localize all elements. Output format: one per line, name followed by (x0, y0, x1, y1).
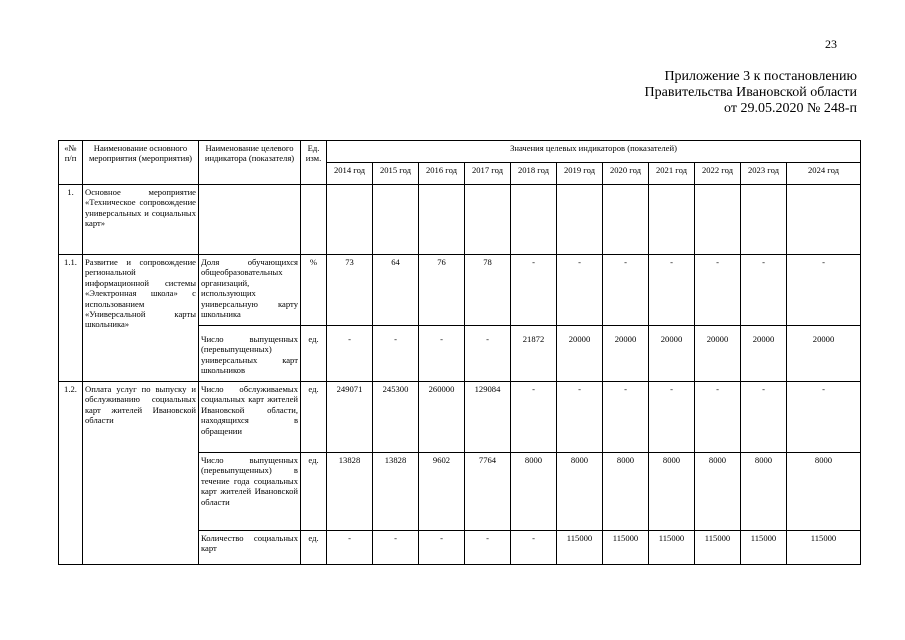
header-indicator: Наименование целевого индикатора (показателя) (199, 141, 301, 185)
empty-cell (695, 185, 741, 255)
header-event: Наименование основного мероприятия (мероприятия) (83, 141, 199, 185)
value-cell: 249071 (327, 382, 373, 453)
value-cell: 20000 (741, 326, 787, 382)
empty-cell (373, 185, 419, 255)
empty-cell (199, 185, 301, 255)
value-cell: - (327, 531, 373, 565)
header-year: 2024 год (787, 163, 861, 185)
row-number: 1. (59, 185, 83, 255)
appendix-heading (645, 69, 857, 117)
header-year: 2014 год (327, 163, 373, 185)
unit-cell: ед. (301, 531, 327, 565)
indicator-name: Число выпущенных (перевыпущенных) универсальных карт школьников (199, 326, 301, 382)
value-cell: 20000 (603, 326, 649, 382)
empty-cell (327, 185, 373, 255)
value-cell: 8000 (603, 453, 649, 531)
value-cell: 21872 (511, 326, 557, 382)
header-year: 2019 год (557, 163, 603, 185)
event-name: Развитие и сопровождение региональной информационной системы «Электронная школа» с использованием «Универсальной карты школьника» (83, 255, 199, 382)
value-cell: 13828 (373, 453, 419, 531)
value-cell: - (419, 531, 465, 565)
value-cell: 115000 (603, 531, 649, 565)
empty-cell (649, 185, 695, 255)
value-cell: - (649, 255, 695, 326)
value-cell: 7764 (465, 453, 511, 531)
header-year: 2022 год (695, 163, 741, 185)
header-year: 2015 год (373, 163, 419, 185)
header-unit: Ед. изм. (301, 141, 327, 185)
empty-cell (511, 185, 557, 255)
empty-cell (787, 185, 861, 255)
unit-cell: ед. (301, 326, 327, 382)
value-cell: - (373, 326, 419, 382)
value-cell: 76 (419, 255, 465, 326)
value-cell: - (419, 326, 465, 382)
value-cell: - (511, 382, 557, 453)
appendix-line-3: от 29.05.2020 № 248-п (724, 101, 857, 116)
value-cell: - (511, 531, 557, 565)
indicator-name: Количество социальных карт (199, 531, 301, 565)
page-number: 23 (825, 37, 837, 51)
header-year: 2021 год (649, 163, 695, 185)
row-number: 1.1. (59, 255, 83, 382)
value-cell: 20000 (649, 326, 695, 382)
value-cell: 20000 (787, 326, 861, 382)
indicator-name: Число выпущенных (перевыпущенных) в течение года социальных карт жителей Ивановской области (199, 453, 301, 531)
value-cell: - (787, 255, 861, 326)
value-cell: - (787, 382, 861, 453)
header-values: Значения целевых индикаторов (показателей) (327, 141, 861, 163)
value-cell: - (741, 255, 787, 326)
value-cell: 115000 (787, 531, 861, 565)
value-cell: - (649, 382, 695, 453)
header-year: 2023 год (741, 163, 787, 185)
value-cell: 20000 (557, 326, 603, 382)
value-cell: - (465, 531, 511, 565)
header-num: «№ п/п (59, 141, 83, 185)
unit-cell: ед. (301, 453, 327, 531)
empty-cell (419, 185, 465, 255)
appendix-line-2: Правительства Ивановской области (644, 85, 857, 100)
header-year: 2020 год (603, 163, 649, 185)
event-name: Оплата услуг по выпуску и обслуживанию социальных карт жителей Ивановской области (83, 382, 199, 565)
value-cell: 115000 (557, 531, 603, 565)
row-number: 1.2. (59, 382, 83, 565)
value-cell: 64 (373, 255, 419, 326)
value-cell: 73 (327, 255, 373, 326)
value-cell: 20000 (695, 326, 741, 382)
value-cell: 115000 (741, 531, 787, 565)
value-cell: 115000 (695, 531, 741, 565)
value-cell: - (465, 326, 511, 382)
value-cell: 78 (465, 255, 511, 326)
value-cell: 8000 (649, 453, 695, 531)
unit-cell: % (301, 255, 327, 326)
empty-cell (741, 185, 787, 255)
appendix-line-1: Приложение 3 к постановлению (664, 69, 857, 84)
value-cell: - (603, 255, 649, 326)
value-cell: - (695, 255, 741, 326)
empty-cell (603, 185, 649, 255)
value-cell: 245300 (373, 382, 419, 453)
value-cell: 8000 (787, 453, 861, 531)
header-year: 2016 год (419, 163, 465, 185)
event-name: Основное мероприятие «Техническое сопровождение универсальных и социальных карт» (83, 185, 199, 255)
value-cell: - (741, 382, 787, 453)
value-cell: 260000 (419, 382, 465, 453)
value-cell: - (327, 326, 373, 382)
header-year: 2017 год (465, 163, 511, 185)
value-cell: 8000 (511, 453, 557, 531)
value-cell: 13828 (327, 453, 373, 531)
value-cell: 115000 (649, 531, 695, 565)
unit-cell: ед. (301, 382, 327, 453)
empty-cell (301, 185, 327, 255)
indicator-name: Число обслуживаемых социальных карт жителей Ивановской области, находящихся в обращении (199, 382, 301, 453)
value-cell: 8000 (695, 453, 741, 531)
value-cell: 8000 (741, 453, 787, 531)
table-row (59, 255, 861, 326)
value-cell: - (511, 255, 557, 326)
value-cell: 9602 (419, 453, 465, 531)
header-year: 2018 год (511, 163, 557, 185)
value-cell: - (557, 255, 603, 326)
indicator-name: Доля обучающихся общеобразовательных организаций, использующих универсальную карту школьника (199, 255, 301, 326)
header-row-1 (59, 141, 861, 163)
value-cell: 8000 (557, 453, 603, 531)
value-cell: - (603, 382, 649, 453)
value-cell: - (373, 531, 419, 565)
table-row (59, 382, 861, 453)
value-cell: 129084 (465, 382, 511, 453)
empty-cell (557, 185, 603, 255)
empty-cell (465, 185, 511, 255)
indicators-table (58, 140, 861, 565)
table-row (59, 185, 861, 255)
value-cell: - (695, 382, 741, 453)
value-cell: - (557, 382, 603, 453)
